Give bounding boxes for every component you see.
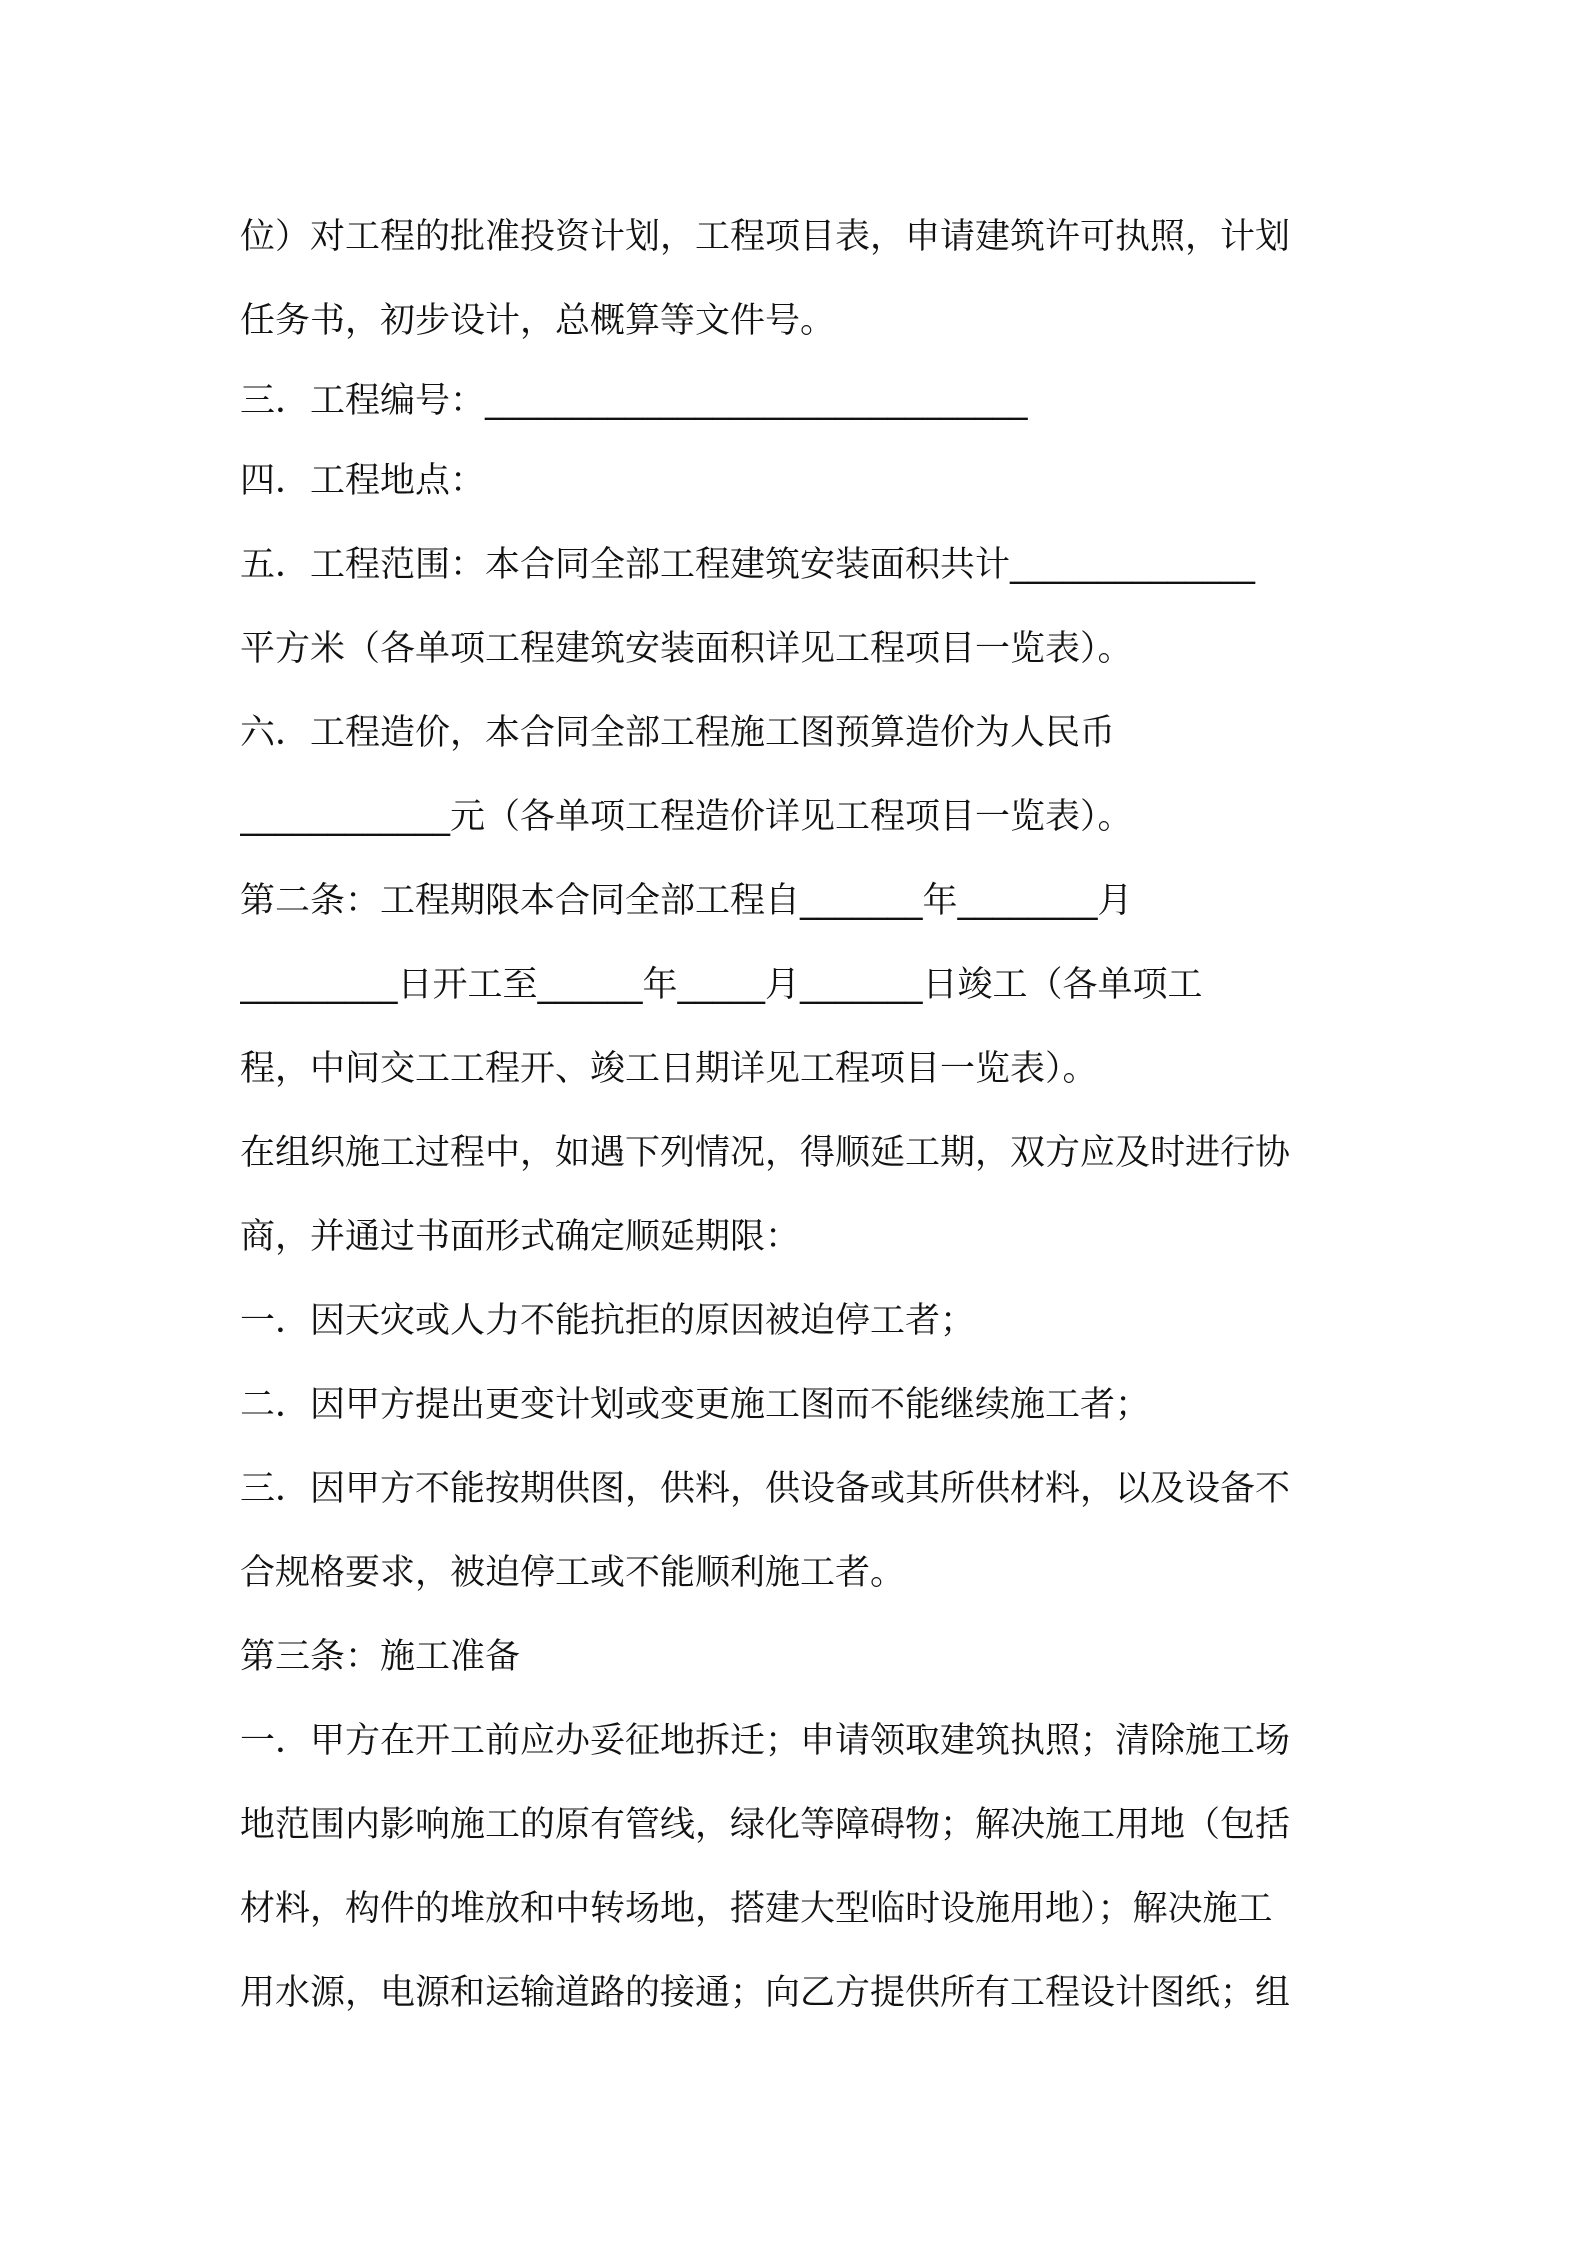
text-line: 三．工程编号：_______________________________ (240, 381, 1028, 421)
text-line: 任务书，初步设计，总概算等文件号。 (240, 301, 836, 341)
section-heading: 第三条：施工准备 (240, 1637, 521, 1677)
text-line: 商，并通过书面形式确定顺延期限： (240, 1217, 801, 1257)
text-line: 第二条：工程期限本合同全部工程自_______年________月 (240, 881, 1133, 921)
text-line: 位）对工程的批准投资计划，工程项目表，申请建筑许可执照，计划 (240, 217, 1291, 257)
text-line: 在组织施工过程中，如遇下列情况，得顺延工期，双方应及时进行协 (240, 1133, 1291, 1173)
text-line: 程，中间交工工程开、竣工日期详见工程项目一览表）。 (240, 1049, 1098, 1089)
text-line: 一．因天灾或人力不能抗拒的原因被迫停工者； (240, 1301, 976, 1341)
text-line: 二．因甲方提出更变计划或变更施工图而不能继续施工者； (240, 1385, 1151, 1425)
text-line: 平方米（各单项工程建筑安装面积详见工程项目一览表）。 (240, 629, 1133, 669)
text-line: 地范围内影响施工的原有管线，绿化等障碍物；解决施工用地（包括 (240, 1805, 1291, 1845)
text-line: 六．工程造价，本合同全部工程施工图预算造价为人民币 (240, 713, 1116, 753)
text-line: 五．工程范围：本合同全部工程建筑安装面积共计______________ (240, 545, 1256, 585)
text-line: 材料，构件的堆放和中转场地，搭建大型临时设施用地）；解决施工 (240, 1889, 1273, 1929)
text-line: _________日开工至______年_____月_______日竣工（各单项工 (240, 965, 1203, 1005)
text-line: 用水源，电源和运输道路的接通；向乙方提供所有工程设计图纸；组 (240, 1973, 1291, 2013)
text-line: 一．甲方在开工前应办妥征地拆迁；申请领取建筑执照；清除施工场 (240, 1721, 1291, 1761)
text-line: 四．工程地点： (240, 461, 486, 501)
document-body (240, 195, 1360, 2035)
text-line: 三．因甲方不能按期供图，供料，供设备或其所供材料，以及设备不 (240, 1469, 1291, 1509)
text-line: ____________元（各单项工程造价详见工程项目一览表）。 (240, 797, 1133, 837)
text-line: 合规格要求，被迫停工或不能顺利施工者。 (240, 1553, 906, 1593)
